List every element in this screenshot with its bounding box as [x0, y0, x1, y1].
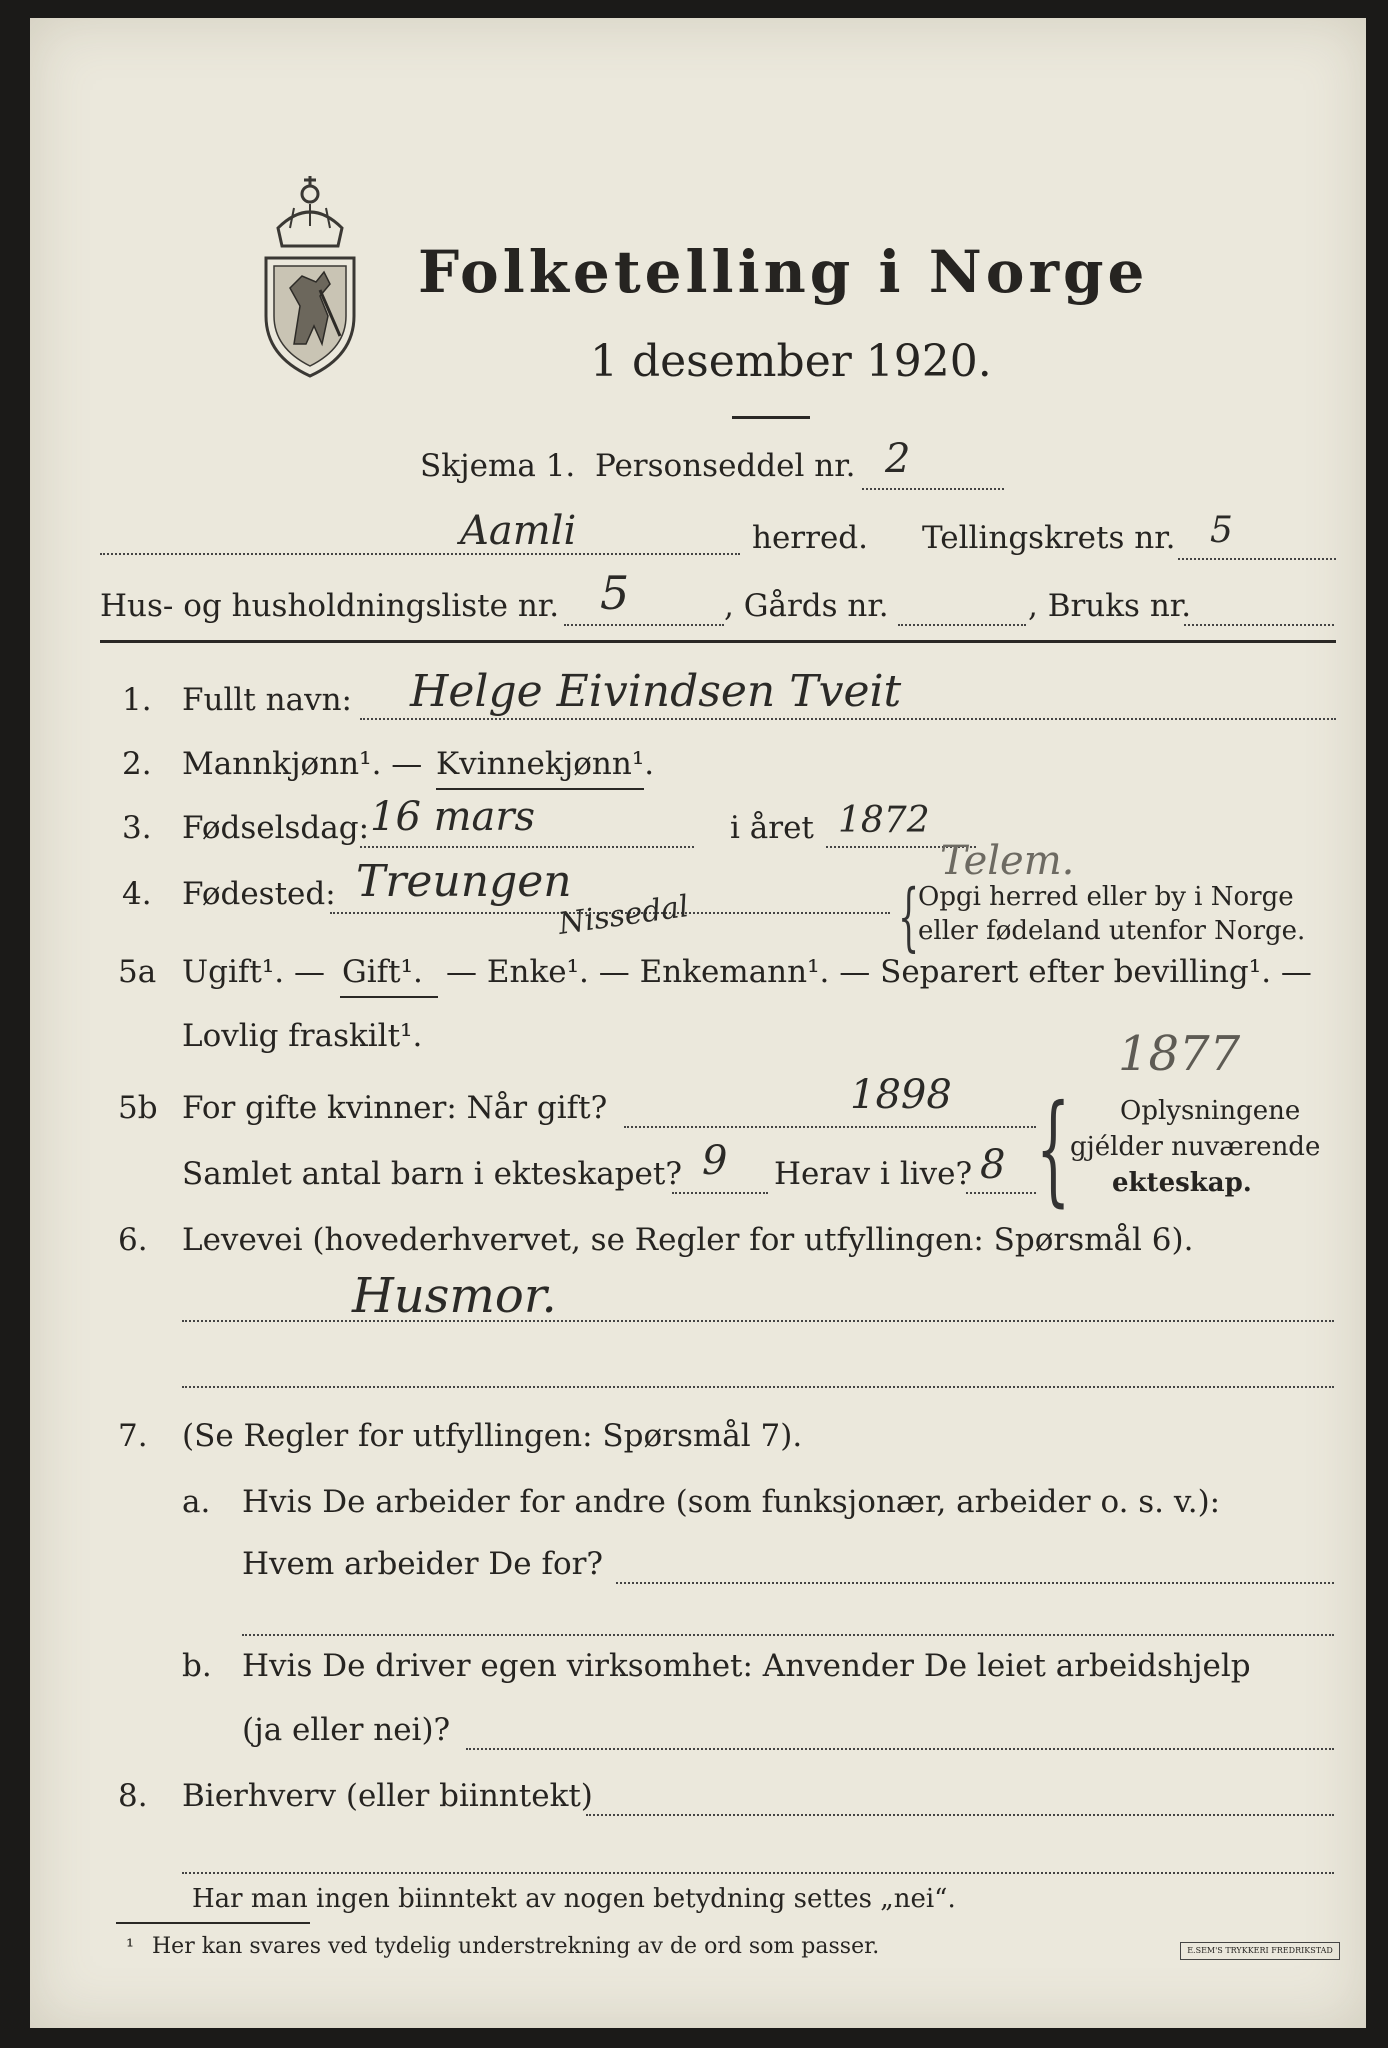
- q4-number: 4.: [122, 876, 152, 912]
- herred-value: Aamli: [460, 508, 577, 554]
- husliste-field: [564, 624, 724, 626]
- q7a-line1: Hvis De arbeider for andre (som funksjonær, arbeider o. s. v.):: [242, 1484, 1221, 1520]
- census-date: 1 desember 1920.: [590, 336, 992, 387]
- q5b-alt-value: 1877: [1118, 1026, 1241, 1082]
- census-form: [30, 18, 1366, 2028]
- q5a-other-options: — Enke¹. — Enkemann¹. — Separert efter bevilling¹. —: [446, 954, 1312, 990]
- q7b-line1: Hvis De driver egen virksomhet: Anvender De leiet arbeidshjelp: [242, 1648, 1251, 1684]
- q2-number: 2.: [122, 746, 152, 782]
- q4-note-brace: {: [898, 874, 920, 960]
- gards-label: , Gårds nr.: [724, 588, 889, 624]
- q8-label: Bierhverv (eller biinntekt): [182, 1778, 593, 1814]
- q6-field-line1: [182, 1320, 1334, 1322]
- q7-label: (Se Regler for utfyllingen: Spørsmål 7).: [182, 1418, 803, 1454]
- q5b-note-brace: {: [1036, 1080, 1071, 1219]
- q4-label: Fødested:: [182, 876, 336, 912]
- footnote-text: Her kan svares ved tydelig understrekning av de ord som passer.: [152, 1934, 880, 1959]
- q5b-label: For gifte kvinner: Når gift?: [182, 1090, 608, 1126]
- q5a-selection-underline: [340, 996, 438, 998]
- tellingskrets-label: Tellingskrets nr.: [922, 520, 1176, 556]
- q5b-married-field: [624, 1126, 1036, 1128]
- q5b-children-field: [672, 1192, 768, 1194]
- husliste-label: Hus- og husholdningsliste nr.: [100, 588, 560, 624]
- footer-note: Har man ingen biinntekt av nogen betydning settes „nei“.: [192, 1884, 956, 1914]
- q5b-married-value: 1898: [850, 1072, 952, 1118]
- q5b-note-line3: ekteskap.: [1112, 1168, 1252, 1198]
- tellingskrets-value: 5: [1210, 510, 1233, 551]
- q7b-field: [466, 1748, 1334, 1750]
- bruks-label: , Bruks nr.: [1028, 588, 1192, 624]
- q8-number: 8.: [118, 1778, 148, 1814]
- tellingskrets-field: [1178, 558, 1336, 560]
- q6-value: Husmor.: [352, 1268, 557, 1324]
- personseddel-label: Personseddel nr.: [595, 448, 856, 484]
- q3-year-label: i året: [730, 810, 814, 846]
- q3-number: 3.: [122, 810, 152, 846]
- q5b-note-line2: gjélder nuværende: [1070, 1132, 1321, 1162]
- q8-field-line1: [586, 1814, 1334, 1816]
- q3-year-value: 1872: [838, 800, 930, 841]
- q2-female-option: Kvinnekjønn¹.: [436, 746, 655, 782]
- q3-label: Fødselsdag:: [182, 810, 370, 846]
- coat-of-arms-icon: [250, 166, 370, 382]
- q6-field-line2: [182, 1386, 1334, 1388]
- q7a-letter: a.: [182, 1484, 211, 1520]
- q2-male-option: Mannkjønn¹. —: [182, 746, 423, 782]
- header-divider: [100, 640, 1336, 643]
- personseddel-value: 2: [885, 436, 911, 482]
- q5a-ugift-option: Ugift¹. —: [182, 954, 325, 990]
- personseddel-field: [862, 488, 1004, 490]
- q1-number: 1.: [122, 682, 152, 718]
- husliste-value: 5: [600, 566, 630, 620]
- q8-field-line2: [182, 1872, 1334, 1874]
- q7-number: 7.: [118, 1418, 148, 1454]
- q4-note-line1: Opgi herred eller by i Norge: [918, 882, 1294, 912]
- herred-field: [100, 553, 740, 555]
- q5a-number: 5a: [118, 954, 157, 990]
- gards-field: [898, 624, 1026, 626]
- q7a-field-line1: [616, 1582, 1334, 1584]
- q7a-line2: Hvem arbeider De for?: [242, 1546, 604, 1582]
- q5b-note-line1: Oplysningene: [1120, 1096, 1301, 1126]
- q6-number: 6.: [118, 1222, 148, 1258]
- schema-label: Skjema 1.: [420, 448, 576, 484]
- q2-selection-underline: [436, 788, 644, 790]
- q5b-alive-field: [966, 1192, 1036, 1194]
- herred-label: herred.: [752, 520, 868, 556]
- q7b-letter: b.: [182, 1648, 212, 1684]
- q7b-line2: (ja eller nei)?: [242, 1712, 451, 1748]
- form-title: Folketelling i Norge: [418, 238, 1149, 306]
- q5b-alive-label: Herav i live?: [774, 1156, 973, 1192]
- q5a-gift-option: Gift¹.: [342, 954, 423, 990]
- q4-value-secondary: Nissedal: [556, 889, 691, 942]
- q5b-alive-value: 8: [980, 1142, 1006, 1188]
- q1-label: Fullt navn:: [182, 682, 352, 718]
- footnote-marker: ¹: [126, 1934, 135, 1958]
- q5b-children-value: 9: [702, 1138, 728, 1184]
- q4-value: Treungen: [356, 856, 572, 907]
- q4-value-tertiary: Telem.: [940, 838, 1075, 884]
- q6-label: Levevei (hovederhvervet, se Regler for utfyllingen: Spørsmål 6).: [182, 1222, 1194, 1258]
- title-divider: [732, 416, 810, 419]
- q5b-number: 5b: [118, 1090, 158, 1126]
- q5b-children-label: Samlet antal barn i ekteskapet?: [182, 1156, 682, 1192]
- q7a-field-line2: [242, 1634, 1334, 1636]
- q4-note-line2: eller fødeland utenfor Norge.: [918, 916, 1306, 946]
- q5a-line2: Lovlig fraskilt¹.: [182, 1018, 423, 1054]
- bruks-field: [1184, 624, 1334, 626]
- printer-stamp: E.SEM'S TRYKKERI FREDRIKSTAD: [1180, 1942, 1340, 1960]
- q3-field: [360, 846, 694, 848]
- q3-value: 16 mars: [370, 794, 536, 840]
- q1-field: [360, 718, 1336, 720]
- footnote-divider: [116, 1922, 310, 1924]
- q1-value: Helge Eivindsen Tveit: [410, 666, 902, 717]
